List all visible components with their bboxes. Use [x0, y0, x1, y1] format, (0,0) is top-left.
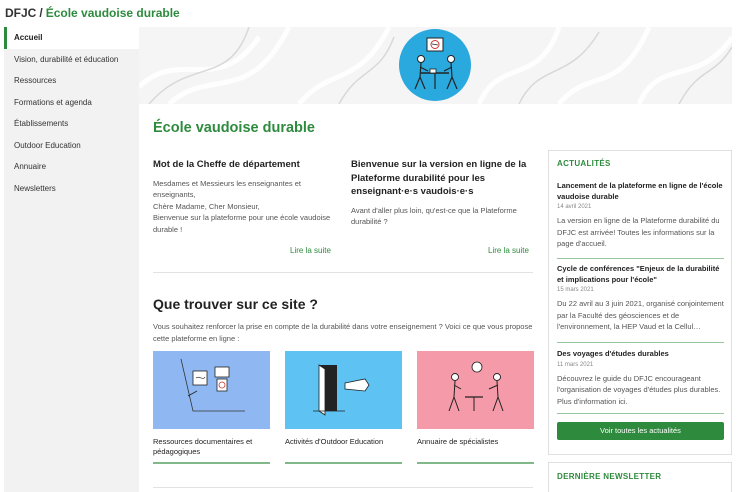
newsletter-panel: [548, 462, 732, 492]
intro-left-read-more-link[interactable]: Lire la suite: [290, 246, 331, 255]
news-separator: [557, 342, 724, 343]
documents-illustration-icon: [153, 351, 270, 429]
open-door-illustration-icon: [285, 351, 402, 429]
breadcrumb-separator: /: [39, 6, 43, 20]
divider: [153, 487, 533, 488]
sidebar-nav: [4, 27, 139, 492]
intro-right-column: [351, 158, 531, 255]
news-item-title[interactable]: Cycle de conférences "Enjeux de la durabilité et implications pour l'école": [557, 264, 720, 284]
intro-left-title: Mot de la Cheffe de département: [153, 159, 300, 170]
card-annuaire-underline: [417, 462, 534, 464]
card-outdoor[interactable]: [285, 351, 402, 464]
breadcrumb-site-link[interactable]: École vaudoise durable: [45, 6, 180, 20]
header: [0, 0, 738, 27]
news-heading: ACTUALITÉS: [557, 159, 611, 168]
card-annuaire-image: [417, 351, 534, 429]
intro-left-column: [153, 158, 333, 255]
newsletter-heading: DERNIÈRE NEWSLETTER: [557, 472, 662, 481]
sidebar-item-outdoor[interactable]: Outdoor Education: [14, 140, 81, 150]
intro-right-body: Avant d'aller plus loin, qu'est-ce que la Plateforme durabilité ?: [351, 205, 517, 226]
breadcrumb-root-link[interactable]: DFJC: [5, 6, 37, 20]
card-ressources-underline: [153, 462, 270, 464]
news-item-date: 14 avril 2021: [557, 204, 592, 210]
sidebar-item-formations[interactable]: Formations et agenda: [14, 97, 92, 107]
news-item-body: Du 22 avril au 3 juin 2021, organisé conjointement par la Faculté des géosciences et de l'environnement, la HEP Vaud et la Cellul…: [557, 299, 724, 331]
card-annuaire-label: Annuaire de spécialistes: [417, 437, 499, 446]
news-item[interactable]: [557, 264, 724, 333]
card-ressources[interactable]: [153, 351, 270, 464]
news-item-date: 11 mars 2021: [557, 361, 594, 368]
news-separator: [557, 258, 724, 259]
intro-right-read-more-link[interactable]: Lire la suite: [488, 246, 529, 255]
intro-left-body-line-3: Bienvenue sur la plateforme pour une école vaudoise durable !: [153, 213, 331, 234]
card-ressources-label: Ressources documentaires et pédagogiques: [153, 437, 253, 456]
hero-illustration: [399, 29, 471, 101]
sidebar-item-etablissements[interactable]: Établissements: [14, 119, 69, 128]
card-outdoor-label: Activités d'Outdoor Education: [285, 437, 384, 446]
section-title: Que trouver sur ce site ?: [153, 296, 318, 312]
intro-left-body-line-1: Mesdames et Messieurs les enseignantes et enseignants,: [153, 178, 301, 199]
sidebar-item-accueil[interactable]: Accueil: [4, 27, 139, 49]
sidebar-item-newsletters[interactable]: Newsletters: [14, 183, 56, 193]
sidebar-item-annuaire[interactable]: Annuaire: [14, 162, 47, 171]
section-intro: Vous souhaitez renforcer la prise en compte de la durabilité dans votre enseignement ? Voici ce que vous propose cette plateforme en ligne :: [153, 322, 533, 343]
news-item-title[interactable]: Des voyages d'études durables: [557, 349, 669, 358]
card-outdoor-underline: [285, 462, 402, 464]
meeting-illustration-icon: [399, 29, 471, 101]
news-item-body: La version en ligne de la Plateforme durabilité du DFJC est arrivée! Toutes les informations sur la page d'accueil.: [557, 216, 720, 248]
specialists-illustration-icon: [417, 351, 534, 429]
card-annuaire[interactable]: [417, 351, 534, 464]
intro-right-title: Bienvenue sur la version en ligne de la Plateforme durabilité pour les enseignant·e·s vaudois·e·s: [351, 159, 527, 197]
news-item[interactable]: [557, 349, 724, 407]
card-outdoor-image: [285, 351, 402, 429]
card-ressources-image: [153, 351, 270, 429]
news-item-date: 15 mars 2021: [557, 287, 594, 293]
news-item[interactable]: [557, 181, 724, 250]
hero-banner: [139, 27, 732, 104]
page-title: École vaudoise durable: [153, 120, 315, 136]
intro-left-body: [153, 178, 333, 236]
breadcrumb: [5, 6, 180, 20]
news-item-title[interactable]: Lancement de la plateforme en ligne de l'école vaudoise durable: [557, 181, 723, 201]
all-news-button[interactable]: Voir toutes les actualités: [557, 422, 724, 440]
news-separator: [557, 413, 724, 414]
divider: [153, 272, 533, 273]
news-panel: [548, 150, 732, 455]
news-item-body: Découvrez le guide du DFJC encourageant l'organisation de voyages d'études plus durables. Plus d'information ici.: [557, 373, 721, 406]
intro-left-body-line-2: Chère Madame, Cher Monsieur,: [153, 201, 260, 211]
sidebar-item-ressources[interactable]: Ressources: [14, 76, 57, 85]
sidebar-item-vision[interactable]: Vision, durabilité et éducation: [14, 54, 119, 64]
